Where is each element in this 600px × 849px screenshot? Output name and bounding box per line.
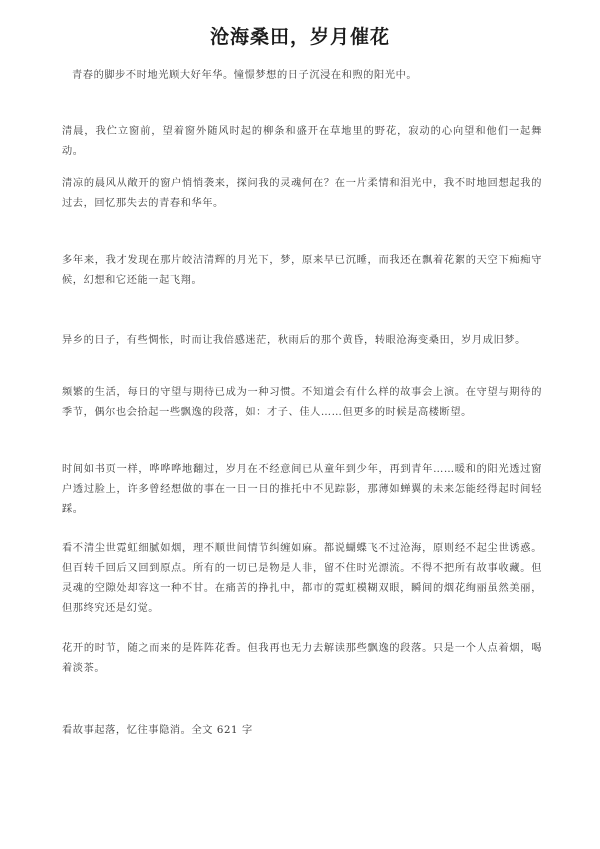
paragraph-7: 时间如书页一样，哗哗哗地翻过，岁月在不经意间已从童年到少年，再到青年……暖和的阳光透过窗户透过脸上，许多曾经想做的事在一日一日的推托中不见踪影，那薄如蝉翼的未来怎能经得起时间轻踩。 (62, 464, 542, 515)
paragraph-4: 多年来，我才发现在那片皎洁清辉的月光下，梦，原来早已沉睡，而我还在飘着花絮的天空下痴痴守候，幻想和它还能一起飞翔。 (62, 255, 542, 286)
paragraph-1: 青春的脚步不时地光顾大好年华。憧憬梦想的日子沉浸在和煦的阳光中。 (72, 70, 418, 81)
paragraph-6: 频繁的生活，每日的守望与期待已成为一种习惯。不知道会有什么样的故事会上演。在守望与期待的季节，偶尔也会拾起一些飘逸的段落，如：才子、佳人……但更多的时候是高楼断望。 (62, 387, 542, 418)
paragraph-9: 花开的时节，随之而来的是阵阵花香。但我再也无力去解读那些飘逸的段落。只是一个人点着烟，喝着淡茶。 (62, 643, 542, 674)
paragraph-10: 看故事起落，忆往事隐消。全文 621 字 (62, 725, 253, 736)
paragraph-2: 清晨，我伫立窗前，望着窗外随风时起的柳条和盛开在草地里的野花，寂动的心向望和他们一起舞动。 (62, 126, 542, 157)
document-title: 沧海桑田，岁月催花 (209, 26, 390, 48)
paragraph-3: 清凉的晨风从敞开的窗户悄悄袭来，探问我的灵魂何在？在一片柔情和泪光中，我不时地回想起我的过去，回忆那失去的青春和华年。 (62, 178, 542, 209)
paragraph-8: 看不清尘世霓虹细腻如烟，理不顺世间情节纠缠如麻。都说蝴蝶飞不过沧海，原则经不起尘世诱惑。但百转千回后又回到原点。所有的一切已是物是人非，留不住时光漂流。不得不把所有故事收藏。但灵魂的空隙处却容这一种不甘。在痛苦的挣扎中，都市的霓虹模糊双眼，瞬间的烟花绚丽虽然美丽，但那终究还是幻觉。 (62, 543, 542, 614)
paragraph-5: 异乡的日子，有些惆怅，时而让我倍感迷茫，秋雨后的那个黄昏，转眼沧海变桑田，岁月成旧梦。 (62, 335, 526, 346)
